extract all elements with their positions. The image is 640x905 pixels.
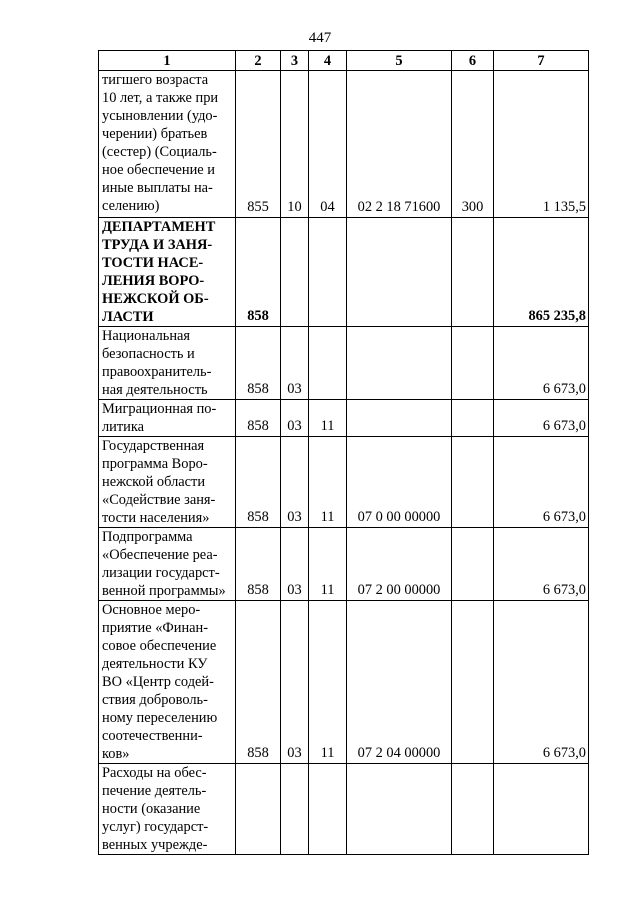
header-col-2: 2 bbox=[236, 51, 281, 71]
row-target-item bbox=[347, 764, 452, 855]
table-row bbox=[99, 437, 589, 528]
row-name: Государственная программа Воро- нежской области «Содействие заня- тости населения» bbox=[99, 437, 236, 528]
row-section: 03 bbox=[281, 528, 309, 601]
header-col-3: 3 bbox=[281, 51, 309, 71]
row-subsection bbox=[309, 218, 347, 327]
row-name: Подпрограмма «Обеспечение реа- лизации государст- венной программы» bbox=[99, 528, 236, 601]
row-amount: 6 673,0 bbox=[494, 528, 589, 601]
row-expense-type bbox=[452, 400, 494, 437]
row-amount: 865 235,8 bbox=[494, 218, 589, 327]
page-number: 447 bbox=[308, 30, 332, 46]
row-ministry-code: 858 bbox=[236, 327, 281, 400]
header-col-4: 4 bbox=[309, 51, 347, 71]
table-row bbox=[99, 528, 589, 601]
row-subsection: 04 bbox=[309, 71, 347, 218]
row-ministry-code: 858 bbox=[236, 601, 281, 764]
header-col-6: 6 bbox=[452, 51, 494, 71]
budget-table bbox=[98, 50, 589, 855]
row-amount bbox=[494, 764, 589, 855]
row-subsection: 11 bbox=[309, 437, 347, 528]
header-col-1: 1 bbox=[99, 51, 236, 71]
row-ministry-code: 855 bbox=[236, 71, 281, 218]
row-subsection: 11 bbox=[309, 528, 347, 601]
row-ministry-code: 858 bbox=[236, 218, 281, 327]
row-target-item: 07 2 00 00000 bbox=[347, 528, 452, 601]
row-expense-type bbox=[452, 218, 494, 327]
row-subsection bbox=[309, 327, 347, 400]
table-row bbox=[99, 400, 589, 437]
row-subsection: 11 bbox=[309, 601, 347, 764]
row-name: Миграционная по- литика bbox=[99, 400, 236, 437]
table-row bbox=[99, 218, 589, 327]
table-row bbox=[99, 327, 589, 400]
row-target-item bbox=[347, 400, 452, 437]
row-section: 10 bbox=[281, 71, 309, 218]
row-target-item: 07 0 00 00000 bbox=[347, 437, 452, 528]
header-col-5: 5 bbox=[347, 51, 452, 71]
row-expense-type bbox=[452, 601, 494, 764]
header-col-7: 7 bbox=[494, 51, 589, 71]
row-target-item bbox=[347, 218, 452, 327]
row-target-item bbox=[347, 327, 452, 400]
row-name: Основное меро- приятие «Финан- совое обеспечение деятельности КУ ВО «Центр содей- ствия доброволь- ному переселению соотечественни- ков» bbox=[99, 601, 236, 764]
row-expense-type bbox=[452, 327, 494, 400]
row-name: Расходы на обес- печение деятель- ности (оказание услуг) государст- венных учрежде- bbox=[99, 764, 236, 855]
row-amount: 6 673,0 bbox=[494, 601, 589, 764]
row-target-item: 02 2 18 71600 bbox=[347, 71, 452, 218]
row-ministry-code: 858 bbox=[236, 400, 281, 437]
header-row bbox=[99, 51, 589, 71]
row-amount: 6 673,0 bbox=[494, 400, 589, 437]
row-target-item: 07 2 04 00000 bbox=[347, 601, 452, 764]
table-row bbox=[99, 601, 589, 764]
row-ministry-code: 858 bbox=[236, 528, 281, 601]
row-section bbox=[281, 218, 309, 327]
row-amount: 1 135,5 bbox=[494, 71, 589, 218]
row-name: тигшего возраста 10 лет, а также при усыновлении (удо- черении) братьев (сестер) (Социаль- ное обеспечение и иные выплаты на- селению) bbox=[99, 71, 236, 218]
row-name: ДЕПАРТАМЕНТ ТРУДА И ЗАНЯ- ТОСТИ НАСЕ- ЛЕНИЯ ВОРО- НЕЖСКОЙ ОБ- ЛАСТИ bbox=[99, 218, 236, 327]
table-row bbox=[99, 764, 589, 855]
row-name: Национальная безопасность и правоохранитель- ная деятельность bbox=[99, 327, 236, 400]
row-section: 03 bbox=[281, 437, 309, 528]
row-amount: 6 673,0 bbox=[494, 437, 589, 528]
row-amount: 6 673,0 bbox=[494, 327, 589, 400]
row-expense-type bbox=[452, 764, 494, 855]
row-section: 03 bbox=[281, 327, 309, 400]
row-expense-type: 300 bbox=[452, 71, 494, 218]
row-ministry-code: 858 bbox=[236, 437, 281, 528]
row-subsection bbox=[309, 764, 347, 855]
row-expense-type bbox=[452, 528, 494, 601]
row-section: 03 bbox=[281, 601, 309, 764]
table-row bbox=[99, 71, 589, 218]
row-expense-type bbox=[452, 437, 494, 528]
row-ministry-code bbox=[236, 764, 281, 855]
row-section bbox=[281, 764, 309, 855]
row-section: 03 bbox=[281, 400, 309, 437]
row-subsection: 11 bbox=[309, 400, 347, 437]
